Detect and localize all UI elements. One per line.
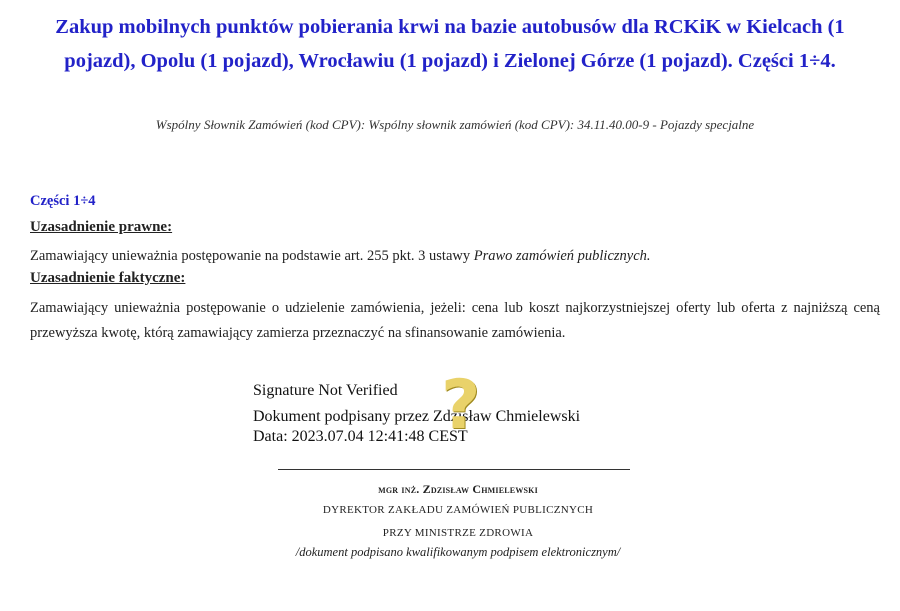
signature-status: Signature Not Verified — [253, 382, 398, 399]
question-mark-icon: ? — [441, 366, 481, 445]
legal-basis-text — [30, 244, 880, 269]
document-title: Zakup mobilnych punktów pobierania krwi na bazie autobusów dla RCKiK w Kielcach (1 pojazd), Opolu (1 pojazd), Wrocławiu (1 pojazd) i Zielonej Górze (1 pojazd). Części 1÷4. — [55, 16, 845, 72]
legal-basis-text-main: Zamawiający unieważnia postępowanie na podstawie art. 255 pkt. 3 ustawy — [30, 248, 474, 264]
signature-note: /dokument podpisano kwalifikowanym podpisem elektronicznym/ — [295, 545, 621, 559]
signatory-organization: PRZY MINISTRZE ZDROWIA — [382, 527, 534, 539]
cpv-code: Wspólny Słownik Zamówień (kod CPV): Wspólny słownik zamówień (kod CPV): 34.11.40.00-9 - Pojazdy specjalne — [155, 117, 755, 132]
signature-signed-by: Dokument podpisany przez Zdzisław Chmielewski — [253, 408, 581, 425]
parts-label: Części 1÷4 — [30, 193, 96, 209]
factual-basis-text: Zamawiający unieważnia postępowanie o udzielenie zamówienia, jeżeli: cena lub koszt najkorzystniejszej oferty lub oferta z najniższą ceną przewyższa kwotę, którą zamawiający zamierza przeznaczyć na sfinansowanie zamówienia. — [30, 300, 880, 341]
signature-date: Data: 2023.07.04 12:41:48 CEST — [253, 428, 468, 445]
signatory-name: mgr inż. Zdzisław Chmielewski — [378, 482, 538, 496]
signatory-role: DYREKTOR ZAKŁADU ZAMÓWIEŃ PUBLICZNYCH — [322, 504, 594, 516]
legal-basis-act-name: Prawo zamówień publicznych. — [473, 248, 651, 264]
factual-basis-heading: Uzasadnienie faktyczne: — [30, 270, 186, 286]
legal-basis-heading: Uzasadnienie prawne: — [30, 219, 173, 235]
signature-line — [278, 469, 630, 470]
